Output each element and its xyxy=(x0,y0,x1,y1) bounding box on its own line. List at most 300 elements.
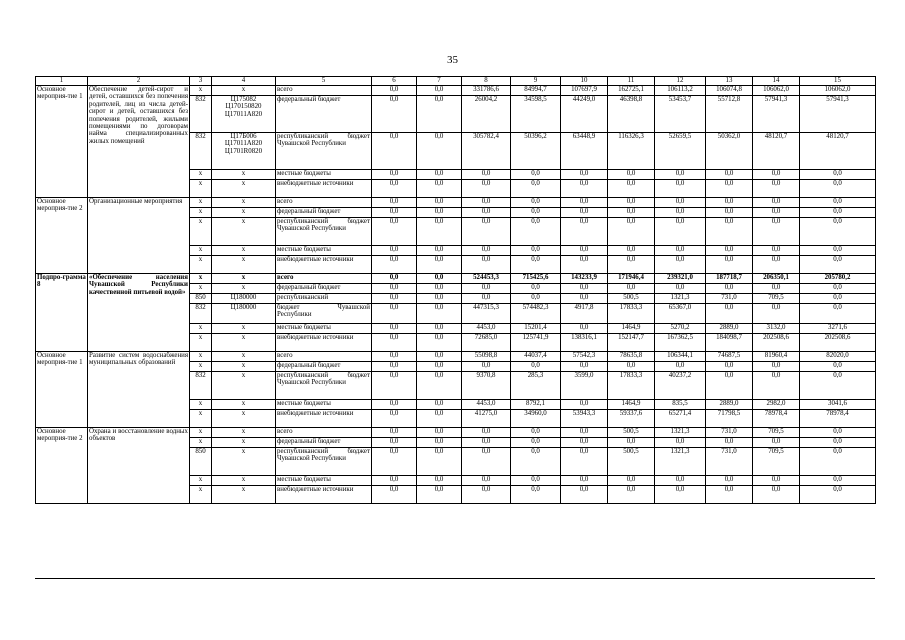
budget-code-cell: х xyxy=(212,448,276,476)
value-cell: 0,0 xyxy=(706,304,753,324)
value-cell: 500,5 xyxy=(608,448,655,476)
value-cell: 0,0 xyxy=(372,274,417,284)
value-cell: 0,0 xyxy=(417,352,462,362)
value-cell: 0,0 xyxy=(372,362,417,372)
value-cell: 0,0 xyxy=(753,362,800,372)
value-cell: 0,0 xyxy=(462,428,511,438)
grbs-cell: х xyxy=(190,438,212,448)
value-cell: 0,0 xyxy=(800,372,876,400)
value-cell: 0,0 xyxy=(372,352,417,362)
value-cell: 500,5 xyxy=(608,294,655,304)
value-cell: 524453,3 xyxy=(462,274,511,284)
category-cell: Основное мероприя-тие 2 xyxy=(36,428,88,504)
funding-source-cell: внебюджетные источники xyxy=(276,410,372,428)
funding-source-cell: республиканский xyxy=(276,294,372,304)
value-cell: 106074,8 xyxy=(706,86,753,96)
grbs-cell: х xyxy=(190,218,212,246)
column-header: 9 xyxy=(511,77,561,86)
table-row xyxy=(36,86,876,96)
value-cell: 0,0 xyxy=(417,448,462,476)
value-cell: 0,0 xyxy=(655,486,706,504)
grbs-cell: х xyxy=(190,410,212,428)
value-cell: 0,0 xyxy=(417,476,462,486)
value-cell: 0,0 xyxy=(655,180,706,198)
value-cell: 0,0 xyxy=(417,324,462,334)
value-cell: 3271,6 xyxy=(800,324,876,334)
grbs-cell: х xyxy=(190,476,212,486)
value-cell: 0,0 xyxy=(608,438,655,448)
value-cell: 187718,7 xyxy=(706,274,753,284)
value-cell: 17833,3 xyxy=(608,372,655,400)
budget-code-cell: х xyxy=(212,284,276,294)
value-cell: 2889,0 xyxy=(706,324,753,334)
value-cell: 0,0 xyxy=(608,256,655,274)
value-cell: 0,0 xyxy=(417,218,462,246)
value-cell: 0,0 xyxy=(706,476,753,486)
table-row xyxy=(36,198,876,208)
event-name-cell: Обеспечение детей-сирот и детей, оставшихся без попечения родителей, лиц из числа детей-сирот и детей, оставшихся без попечения родителей, жилыми помещениями по договорам найма специализированных жилых помещений xyxy=(88,86,190,198)
column-number-row xyxy=(36,77,876,86)
value-cell: 0,0 xyxy=(417,372,462,400)
value-cell: 0,0 xyxy=(417,256,462,274)
grbs-cell: х xyxy=(190,486,212,504)
funding-source-cell: федеральный бюджет xyxy=(276,438,372,448)
value-cell: 0,0 xyxy=(417,246,462,256)
value-cell: 731,0 xyxy=(706,448,753,476)
value-cell: 331786,6 xyxy=(462,86,511,96)
value-cell: 0,0 xyxy=(462,170,511,180)
funding-source-cell: всего xyxy=(276,352,372,362)
value-cell: 34960,0 xyxy=(511,410,561,428)
value-cell: 0,0 xyxy=(706,198,753,208)
value-cell: 0,0 xyxy=(511,448,561,476)
value-cell: 0,0 xyxy=(372,334,417,352)
value-cell: 0,0 xyxy=(417,133,462,170)
value-cell: 0,0 xyxy=(462,284,511,294)
value-cell: 44249,0 xyxy=(561,96,608,133)
value-cell: 143233,9 xyxy=(561,274,608,284)
value-cell: 59337,6 xyxy=(608,410,655,428)
budget-code-cell: х xyxy=(212,218,276,246)
funding-source-cell: федеральный бюджет xyxy=(276,96,372,133)
value-cell: 0,0 xyxy=(561,486,608,504)
value-cell: 0,0 xyxy=(561,324,608,334)
value-cell: 0,0 xyxy=(753,304,800,324)
value-cell: 0,0 xyxy=(372,304,417,324)
value-cell: 162725,1 xyxy=(608,86,655,96)
value-cell: 0,0 xyxy=(561,256,608,274)
value-cell: 0,0 xyxy=(753,180,800,198)
funding-source-cell: республиканский бюджет Чувашской Республики xyxy=(276,218,372,246)
value-cell: 447315,3 xyxy=(462,304,511,324)
budget-code-cell: х xyxy=(212,208,276,218)
value-cell: 65367,0 xyxy=(655,304,706,324)
value-cell: 48120,7 xyxy=(800,133,876,170)
grbs-cell: х xyxy=(190,324,212,334)
value-cell: 0,0 xyxy=(417,96,462,133)
value-cell: 0,0 xyxy=(655,170,706,180)
value-cell: 0,0 xyxy=(417,208,462,218)
budget-table xyxy=(35,76,876,504)
value-cell: 0,0 xyxy=(511,284,561,294)
value-cell: 0,0 xyxy=(511,486,561,504)
grbs-cell: 832 xyxy=(190,372,212,400)
value-cell: 52659,5 xyxy=(655,133,706,170)
value-cell: 8792,1 xyxy=(511,400,561,410)
value-cell: 0,0 xyxy=(753,372,800,400)
value-cell: 0,0 xyxy=(417,170,462,180)
value-cell: 2982,0 xyxy=(753,400,800,410)
value-cell: 835,5 xyxy=(655,400,706,410)
value-cell: 0,0 xyxy=(417,438,462,448)
value-cell: 34598,5 xyxy=(511,96,561,133)
value-cell: 138316,1 xyxy=(561,334,608,352)
value-cell: 0,0 xyxy=(372,486,417,504)
value-cell: 82020,0 xyxy=(800,352,876,362)
grbs-cell: 832 xyxy=(190,304,212,324)
budget-code-cell: х xyxy=(212,486,276,504)
value-cell: 0,0 xyxy=(753,284,800,294)
event-name-cell: Развитие систем водоснабжения муниципальных образований xyxy=(88,352,190,428)
category-cell: Основное мероприя-тие 1 xyxy=(36,86,88,198)
value-cell: 3041,6 xyxy=(800,400,876,410)
category-cell: Основное мероприя-тие 1 xyxy=(36,352,88,428)
value-cell: 0,0 xyxy=(753,476,800,486)
budget-code-cell: х xyxy=(212,180,276,198)
grbs-cell: х xyxy=(190,428,212,438)
value-cell: 0,0 xyxy=(561,400,608,410)
grbs-cell: 832 xyxy=(190,133,212,170)
value-cell: 0,0 xyxy=(800,438,876,448)
funding-source-cell: федеральный бюджет xyxy=(276,208,372,218)
value-cell: 709,5 xyxy=(753,428,800,438)
funding-source-cell: местные бюджеты xyxy=(276,246,372,256)
value-cell: 0,0 xyxy=(511,294,561,304)
budget-code-cell: Ц175082 Ц170150820 Ц17011А820 xyxy=(212,96,276,133)
budget-code-cell: Ц180000 xyxy=(212,294,276,304)
column-header: 10 xyxy=(561,77,608,86)
budget-code-cell: х xyxy=(212,274,276,284)
value-cell: 0,0 xyxy=(511,428,561,438)
value-cell: 0,0 xyxy=(706,170,753,180)
value-cell: 0,0 xyxy=(655,438,706,448)
value-cell: 0,0 xyxy=(753,170,800,180)
grbs-cell: х xyxy=(190,274,212,284)
value-cell: 0,0 xyxy=(372,448,417,476)
page-number: 35 xyxy=(447,54,458,66)
value-cell: 0,0 xyxy=(561,208,608,218)
value-cell: 0,0 xyxy=(511,208,561,218)
value-cell: 0,0 xyxy=(462,476,511,486)
budget-code-cell: Ц180000 xyxy=(212,304,276,324)
value-cell: 0,0 xyxy=(800,304,876,324)
value-cell: 167362,5 xyxy=(655,334,706,352)
value-cell: 0,0 xyxy=(608,198,655,208)
grbs-cell: х xyxy=(190,246,212,256)
value-cell: 17833,3 xyxy=(608,304,655,324)
value-cell: 0,0 xyxy=(753,208,800,218)
value-cell: 0,0 xyxy=(511,256,561,274)
value-cell: 0,0 xyxy=(462,180,511,198)
value-cell: 1321,3 xyxy=(655,428,706,438)
value-cell: 0,0 xyxy=(706,486,753,504)
value-cell: 0,0 xyxy=(372,324,417,334)
column-header: 14 xyxy=(753,77,800,86)
value-cell: 206350,1 xyxy=(753,274,800,284)
column-header: 3 xyxy=(190,77,212,86)
value-cell: 0,0 xyxy=(561,428,608,438)
value-cell: 50396,2 xyxy=(511,133,561,170)
value-cell: 0,0 xyxy=(462,294,511,304)
value-cell: 1321,3 xyxy=(655,448,706,476)
value-cell: 0,0 xyxy=(511,362,561,372)
funding-source-cell: внебюджетные источники xyxy=(276,334,372,352)
value-cell: 0,0 xyxy=(511,438,561,448)
budget-code-cell: х xyxy=(212,170,276,180)
value-cell: 0,0 xyxy=(800,218,876,246)
value-cell: 106344,1 xyxy=(655,352,706,362)
value-cell: 0,0 xyxy=(655,208,706,218)
funding-source-cell: местные бюджеты xyxy=(276,324,372,334)
funding-source-cell: местные бюджеты xyxy=(276,170,372,180)
value-cell: 26004,2 xyxy=(462,96,511,133)
value-cell: 107697,9 xyxy=(561,86,608,96)
value-cell: 0,0 xyxy=(561,218,608,246)
value-cell: 0,0 xyxy=(561,284,608,294)
value-cell: 0,0 xyxy=(511,476,561,486)
column-header: 15 xyxy=(800,77,876,86)
value-cell: 0,0 xyxy=(706,208,753,218)
value-cell: 0,0 xyxy=(655,284,706,294)
value-cell: 0,0 xyxy=(511,180,561,198)
value-cell: 0,0 xyxy=(561,198,608,208)
value-cell: 0,0 xyxy=(753,438,800,448)
value-cell: 0,0 xyxy=(417,294,462,304)
value-cell: 15201,4 xyxy=(511,324,561,334)
funding-source-cell: федеральный бюджет xyxy=(276,362,372,372)
value-cell: 2889,0 xyxy=(706,400,753,410)
value-cell: 0,0 xyxy=(462,448,511,476)
grbs-cell: х xyxy=(190,180,212,198)
value-cell: 715425,6 xyxy=(511,274,561,284)
value-cell: 0,0 xyxy=(655,218,706,246)
value-cell: 53943,3 xyxy=(561,410,608,428)
value-cell: 1464,9 xyxy=(608,400,655,410)
value-cell: 0,0 xyxy=(655,476,706,486)
budget-code-cell: х xyxy=(212,198,276,208)
grbs-cell: х xyxy=(190,334,212,352)
value-cell: 41275,0 xyxy=(462,410,511,428)
value-cell: 0,0 xyxy=(608,362,655,372)
value-cell: 0,0 xyxy=(753,246,800,256)
value-cell: 0,0 xyxy=(417,334,462,352)
value-cell: 0,0 xyxy=(417,180,462,198)
value-cell: 72685,0 xyxy=(462,334,511,352)
value-cell: 0,0 xyxy=(608,170,655,180)
value-cell: 0,0 xyxy=(706,438,753,448)
value-cell: 55098,8 xyxy=(462,352,511,362)
grbs-cell: х xyxy=(190,208,212,218)
value-cell: 0,0 xyxy=(800,246,876,256)
category-cell: Подпро-грамма 8 xyxy=(36,274,88,352)
value-cell: 285,3 xyxy=(511,372,561,400)
value-cell: 0,0 xyxy=(608,180,655,198)
value-cell: 0,0 xyxy=(800,428,876,438)
value-cell: 0,0 xyxy=(417,284,462,294)
value-cell: 0,0 xyxy=(372,410,417,428)
value-cell: 0,0 xyxy=(800,362,876,372)
event-name-cell: Организационные мероприятия xyxy=(88,198,190,274)
value-cell: 0,0 xyxy=(561,476,608,486)
value-cell: 0,0 xyxy=(372,180,417,198)
value-cell: 74687,5 xyxy=(706,352,753,362)
column-header: 5 xyxy=(276,77,372,86)
value-cell: 0,0 xyxy=(511,198,561,208)
value-cell: 0,0 xyxy=(417,400,462,410)
budget-code-cell: х xyxy=(212,428,276,438)
budget-code-cell: х xyxy=(212,410,276,428)
value-cell: 0,0 xyxy=(800,486,876,504)
value-cell: 0,0 xyxy=(417,274,462,284)
funding-source-cell: местные бюджеты xyxy=(276,400,372,410)
value-cell: 0,0 xyxy=(372,96,417,133)
column-header: 4 xyxy=(212,77,276,86)
value-cell: 0,0 xyxy=(800,170,876,180)
value-cell: 0,0 xyxy=(753,256,800,274)
value-cell: 53453,7 xyxy=(655,96,706,133)
value-cell: 0,0 xyxy=(561,180,608,198)
value-cell: 0,0 xyxy=(800,198,876,208)
value-cell: 57542,3 xyxy=(561,352,608,362)
value-cell: 0,0 xyxy=(561,438,608,448)
value-cell: 44037,4 xyxy=(511,352,561,362)
value-cell: 3132,0 xyxy=(753,324,800,334)
funding-source-cell: всего xyxy=(276,274,372,284)
value-cell: 0,0 xyxy=(417,410,462,428)
value-cell: 0,0 xyxy=(655,198,706,208)
value-cell: 106062,0 xyxy=(800,86,876,96)
funding-source-cell: республиканский бюджет Чувашской Республики xyxy=(276,372,372,400)
table-bottom-border xyxy=(35,578,875,579)
value-cell: 731,0 xyxy=(706,294,753,304)
column-header: 8 xyxy=(462,77,511,86)
grbs-cell: х xyxy=(190,170,212,180)
budget-code-cell: х xyxy=(212,86,276,96)
value-cell: 57941,3 xyxy=(800,96,876,133)
column-header: 12 xyxy=(655,77,706,86)
column-header: 13 xyxy=(706,77,753,86)
budget-code-cell: х xyxy=(212,256,276,274)
funding-source-cell: республиканский бюджет Чувашской Республики xyxy=(276,448,372,476)
value-cell: 0,0 xyxy=(753,198,800,208)
value-cell: 0,0 xyxy=(561,448,608,476)
value-cell: 0,0 xyxy=(372,218,417,246)
value-cell: 239321,0 xyxy=(655,274,706,284)
value-cell: 0,0 xyxy=(462,208,511,218)
value-cell: 0,0 xyxy=(417,198,462,208)
value-cell: 202508,6 xyxy=(753,334,800,352)
value-cell: 55712,8 xyxy=(706,96,753,133)
value-cell: 0,0 xyxy=(706,362,753,372)
value-cell: 4453,0 xyxy=(462,400,511,410)
grbs-cell: х xyxy=(190,256,212,274)
value-cell: 0,0 xyxy=(511,246,561,256)
column-header: 6 xyxy=(372,77,417,86)
grbs-cell: х xyxy=(190,352,212,362)
value-cell: 0,0 xyxy=(372,208,417,218)
funding-source-cell: бюджет Чувашской Республики xyxy=(276,304,372,324)
value-cell: 0,0 xyxy=(372,246,417,256)
grbs-cell: х xyxy=(190,400,212,410)
value-cell: 0,0 xyxy=(608,246,655,256)
value-cell: 0,0 xyxy=(655,246,706,256)
value-cell: 500,5 xyxy=(608,428,655,438)
value-cell: 184098,7 xyxy=(706,334,753,352)
grbs-cell: х xyxy=(190,284,212,294)
funding-source-cell: республиканский бюджет Чувашской Республики xyxy=(276,133,372,170)
column-header: 11 xyxy=(608,77,655,86)
value-cell: 0,0 xyxy=(462,198,511,208)
value-cell: 9370,8 xyxy=(462,372,511,400)
grbs-cell: х xyxy=(190,86,212,96)
value-cell: 106062,0 xyxy=(753,86,800,96)
budget-code-cell: х xyxy=(212,324,276,334)
table-row xyxy=(36,428,876,438)
value-cell: 0,0 xyxy=(608,486,655,504)
value-cell: 0,0 xyxy=(706,246,753,256)
funding-source-cell: внебюджетные источники xyxy=(276,486,372,504)
value-cell: 0,0 xyxy=(561,246,608,256)
value-cell: 0,0 xyxy=(655,256,706,274)
value-cell: 0,0 xyxy=(800,208,876,218)
value-cell: 0,0 xyxy=(462,256,511,274)
value-cell: 305782,4 xyxy=(462,133,511,170)
grbs-cell: 832 xyxy=(190,96,212,133)
budget-code-cell: х xyxy=(212,372,276,400)
value-cell: 709,5 xyxy=(753,294,800,304)
funding-source-cell: внебюджетные источники xyxy=(276,180,372,198)
value-cell: 57941,3 xyxy=(753,96,800,133)
value-cell: 78635,8 xyxy=(608,352,655,362)
value-cell: 0,0 xyxy=(800,476,876,486)
value-cell: 152147,7 xyxy=(608,334,655,352)
value-cell: 0,0 xyxy=(372,86,417,96)
value-cell: 0,0 xyxy=(608,218,655,246)
value-cell: 71798,5 xyxy=(706,410,753,428)
value-cell: 46398,8 xyxy=(608,96,655,133)
value-cell: 0,0 xyxy=(608,208,655,218)
value-cell: 4917,8 xyxy=(561,304,608,324)
value-cell: 0,0 xyxy=(608,476,655,486)
value-cell: 709,5 xyxy=(753,448,800,476)
value-cell: 81960,4 xyxy=(753,352,800,362)
value-cell: 0,0 xyxy=(800,180,876,198)
value-cell: 0,0 xyxy=(417,362,462,372)
funding-source-cell: всего xyxy=(276,428,372,438)
value-cell: 0,0 xyxy=(561,170,608,180)
value-cell: 0,0 xyxy=(800,294,876,304)
value-cell: 1321,3 xyxy=(655,294,706,304)
table-row xyxy=(36,274,876,284)
value-cell: 0,0 xyxy=(417,304,462,324)
value-cell: 0,0 xyxy=(372,428,417,438)
funding-source-cell: федеральный бюджет xyxy=(276,284,372,294)
value-cell: 0,0 xyxy=(462,438,511,448)
value-cell: 0,0 xyxy=(706,256,753,274)
value-cell: 0,0 xyxy=(417,86,462,96)
value-cell: 63448,9 xyxy=(561,133,608,170)
budget-code-cell: х xyxy=(212,362,276,372)
